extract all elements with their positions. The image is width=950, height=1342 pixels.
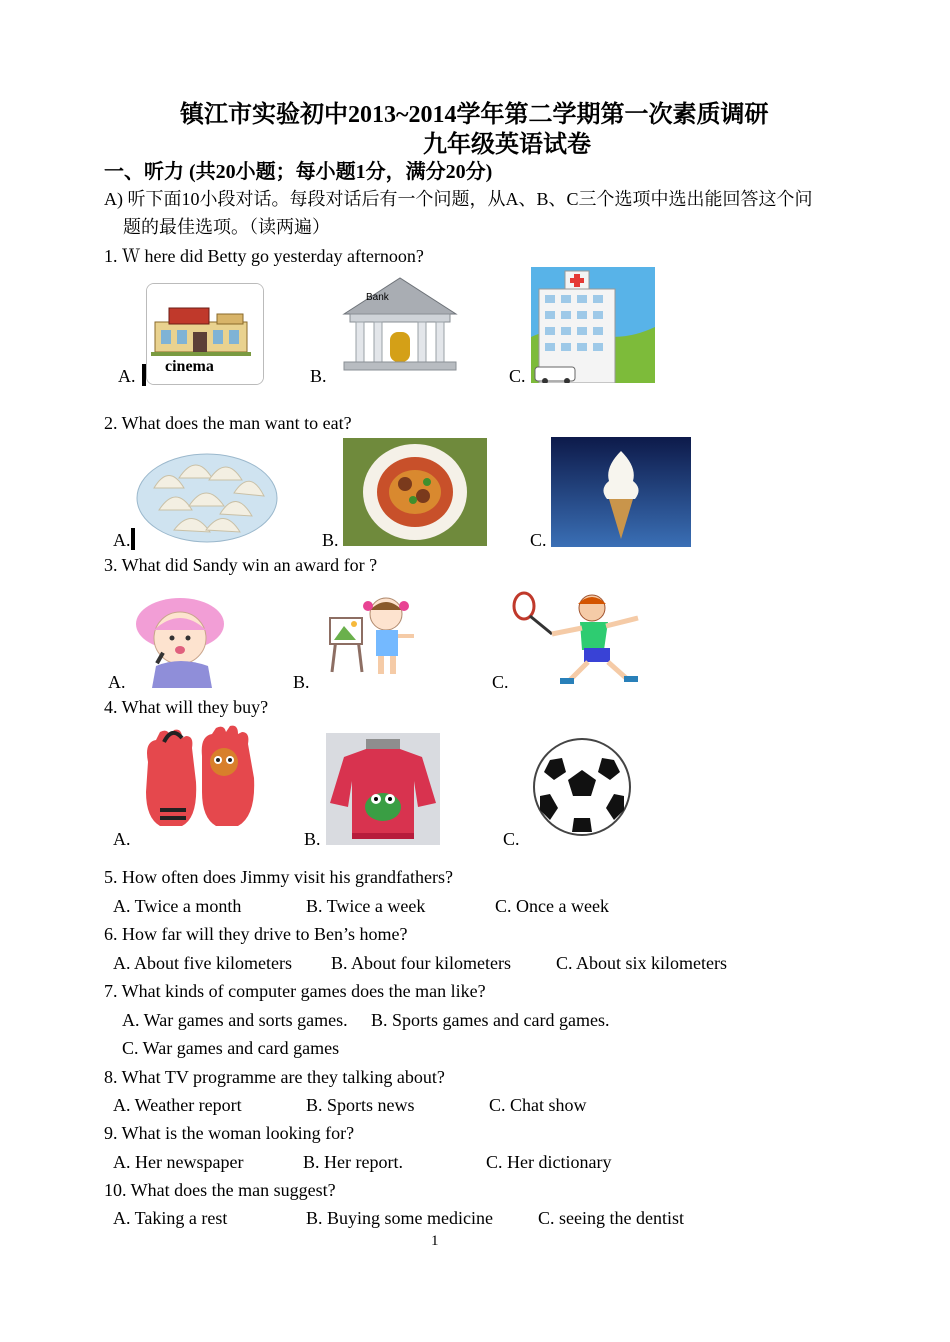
singing-girl-picture <box>128 596 234 688</box>
q5-option-c: C. Once a week <box>495 896 609 916</box>
q2-option-c: C. <box>530 530 547 550</box>
question-5: 5. How often does Jimmy visit his grandfathers? <box>104 867 453 887</box>
q3-option-c: C. <box>492 672 509 692</box>
q8-option-b: B. Sports news <box>306 1095 415 1115</box>
q1-option-b: B. <box>310 366 327 386</box>
q4-option-c: C. <box>503 829 520 849</box>
q5-option-a: A. Twice a month <box>113 896 242 916</box>
q9-option-b: B. Her report. <box>303 1152 403 1172</box>
q10-option-b: B. Buying some medicine <box>306 1208 493 1228</box>
cinema-picture <box>146 283 264 385</box>
q8-option-c: C. Chat show <box>489 1095 587 1115</box>
section-heading: 一、听力 (共20小题；每小题1分，满分20分) <box>104 161 493 183</box>
bank-picture <box>334 276 466 380</box>
question-10: 10. What does the man suggest? <box>104 1180 336 1200</box>
question-2: 2. What does the man want to eat? <box>104 413 352 433</box>
q9-option-c: C. Her dictionary <box>486 1152 612 1172</box>
painting-girl-picture <box>326 592 418 688</box>
q7-option-b: B. Sports games and card games. <box>371 1010 610 1030</box>
dumplings-picture <box>134 438 280 546</box>
bank-label: Bank <box>366 292 389 303</box>
icecream-picture <box>551 437 691 547</box>
title-line1: 镇江市实验初中2013~2014学年第二学期第一次素质调研 <box>180 102 769 128</box>
badminton-boy-picture <box>512 590 646 688</box>
q5-option-b: B. Twice a week <box>306 896 426 916</box>
q1-option-a: A. <box>118 366 136 386</box>
q10-option-c: C. seeing the dentist <box>538 1208 684 1228</box>
q8-option-a: A. Weather report <box>113 1095 242 1115</box>
q1-option-c: C. <box>509 366 526 386</box>
gloves-picture <box>138 722 262 836</box>
q9-option-a: A. Her newspaper <box>113 1152 244 1172</box>
cinema-label: cinema <box>165 358 214 375</box>
question-4: 4. What will they buy? <box>104 697 269 717</box>
q6-option-a: A. About five kilometers <box>113 953 292 973</box>
q4-option-a: A. <box>113 829 131 849</box>
question-7: 7. What kinds of computer games does the man like? <box>104 981 486 1001</box>
q10-option-a: A. Taking a rest <box>113 1208 228 1228</box>
q7-option-a: A. War games and sorts games. <box>122 1010 348 1030</box>
q3-option-a: A. <box>108 672 126 692</box>
question-6: 6. How far will they drive to Ben’s home? <box>104 924 408 944</box>
instruction-line2: 题的最佳选项。（读两遍） <box>123 217 330 237</box>
noodles-picture <box>343 438 487 546</box>
q6-option-c: C. About six kilometers <box>556 953 727 973</box>
question-3: 3. What did Sandy win an award for ? <box>104 555 378 575</box>
q6-option-b: B. About four kilometers <box>331 953 511 973</box>
q2-option-b: B. <box>322 530 339 550</box>
instruction-line1: A) 听下面10小段对话。每段对话后有一个问题，从A、B、C三个选项中选出能回答这个问 <box>104 189 813 209</box>
question-8: 8. What TV programme are they talking about? <box>104 1067 445 1087</box>
q7-option-c: C. War games and card games <box>122 1038 340 1058</box>
football-picture <box>530 736 634 838</box>
q4-option-b: B. <box>304 829 321 849</box>
q2-option-a: A. <box>113 530 131 550</box>
sweater-picture <box>326 733 440 845</box>
page-number: 1 <box>431 1233 439 1249</box>
hospital-picture <box>531 267 655 383</box>
q3-option-b: B. <box>293 672 310 692</box>
question-9: 9. What is the woman looking for? <box>104 1123 355 1143</box>
question-1: 1. Ｗ here did Betty go yesterday afternoon? <box>104 246 424 266</box>
title-line2: 九年级英语试卷 <box>423 132 591 158</box>
